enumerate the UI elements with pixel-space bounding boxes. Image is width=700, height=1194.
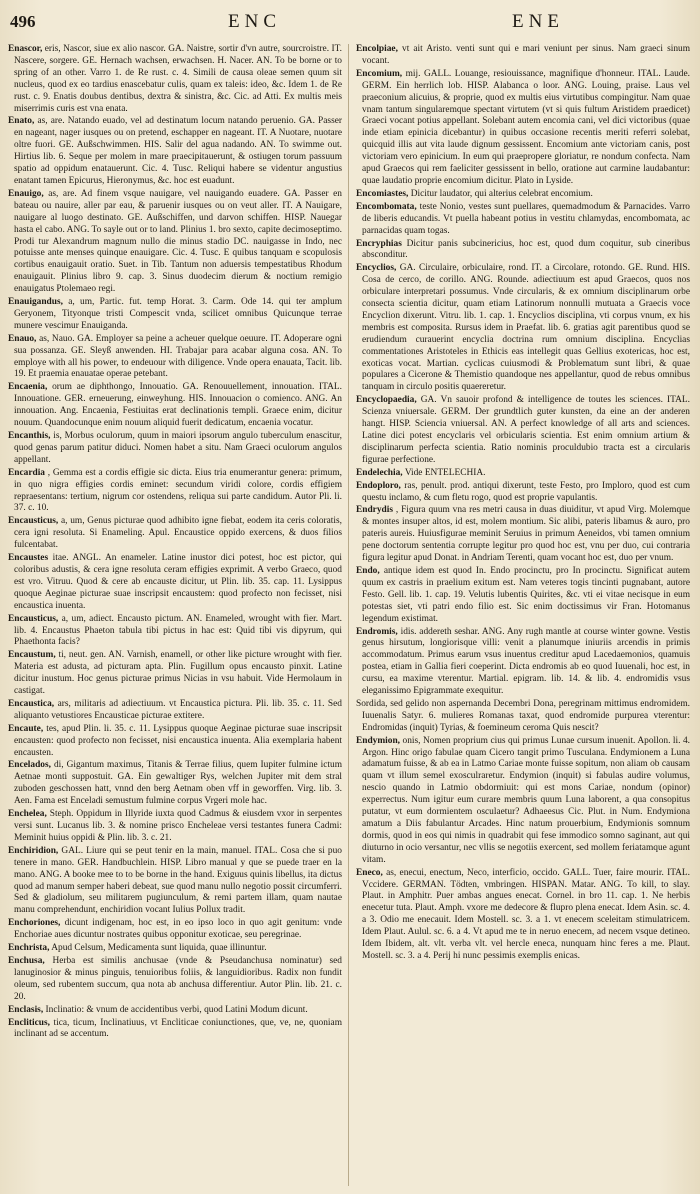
- entry-text: tes, apud Plin. li. 35. c. 11. Lysippus quoque Aeginae picturae suae inscripsit encausten: quod profecto non fecisset, nisi encaustica inuenta. Alia exemplaria habent encausten.: [14, 723, 342, 758]
- entry-text: Apud Celsum, Medicamenta sunt liquida, quae illinuntur.: [51, 943, 267, 954]
- entry-text: Dicitur panis subcinericius, hoc est, quod dum coquitur, sub cineribus absconditur.: [362, 238, 690, 261]
- dictionary-entry: [356, 505, 690, 565]
- entry-text: as, Nauo. GA. Employer sa peine a acheuer quelque oeuure. IT. Adoperare ogni sua possanza. GE. Sleyß anwenden. HI. Trabajar para acabar alguna cosa. AN. To employe with all his power, to endeuour with diligence. Vnde opera enauata, Tacit. lib. 19. Et praemia enauatae operae petebant.: [14, 333, 342, 380]
- entry-headword: Encryphias: [356, 238, 402, 249]
- dictionary-entry: [8, 943, 342, 955]
- column-divider: [348, 44, 349, 1186]
- dictionary-entry: [356, 468, 690, 480]
- entry-text: Dicitur laudator, qui alterius celebrat encomium.: [410, 188, 593, 199]
- dictionary-entry: [356, 481, 690, 505]
- entry-headword: Enchelea,: [8, 809, 47, 820]
- entry-headword: Encausticus,: [8, 613, 59, 624]
- dictionary-entry: [8, 699, 342, 723]
- entry-text: GA. Circulaire, orbiculaire, rond. IT. a Circolare, rotondo. GE. Rund. HIS. Cosa de cerco, de corillo. ANG. Rounde. adiectiuum est apud Graecos, quos nos orbiculare interpretari possumus. Vnde circularis, & ex omnium disciplinarum orbe consecta scientia dicitur, quam etiam Latinorum nonnulli mutuata a Graecis voce Encyclion dixerunt. Vitru. lib. 1. cap. 1. Encyclios disciplina, vti corpus vnum, ex his membris est composita. Rursus idem in Praefat. lib. 6. gratias agit parentibus quod se erudiendum curauerint encyclia doctrina rum omnium disciplina. Encyclias commentationes Aristoteles in Ethicis eas intellegit quas Gellius exotericas, hoc est, exoticas vocat. Martian. cyclicas cuiusmodi & Problematum sunt libri, & quae populares a Cicerone & Themistio quandoque nes appellantur, quod de rebus omnibus tanquam in circulo positis quaereretur.: [362, 263, 690, 393]
- entry-headword: Encliticus,: [8, 1017, 50, 1028]
- entry-text: as, enecui, enectum, Neco, interficio, occido. GALL. Tuer, faire mourir. ITAL. Vccidere. GERMAN. Tödten, vmbringen. HISPAN. Matar. ANG. To kill, to slay. Plaut. in Amphitr. Puer ambas angues enecat. Cornel. in bro 11. cap. 1. Ne herbis enecetur tuta. Plaut. Amph. vxore me dedecore & flupro plena enecat. Idem Asin. sc. 4. a 3. Odio me enecauit. Idem Mostell. sc. 3. a 1. vt enecem sceleitam stimulatricem. Idem Plaut. Aulul. sc. 6. a 4. Vt apud me te in neruo enecem, ad necem vsque detineo. Idem Ibidem, alt. vlt. verba vlt. vel hercle eneca, nunquam hinc feres a me. Plaut. Mostell. sc. 3. a 4. Perij hi nunc pessimis exemplis enicas.: [362, 867, 690, 961]
- running-head-left: ENC: [228, 11, 281, 32]
- entry-text: teste Nonio, vestes sunt puellares, quemadmodum & Parnacides. Varro de liberis educandis. Vt puella habeant potius in vestitu chlamydas, encombomata, ac parnacidas quam togas.: [362, 201, 690, 236]
- entry-headword: Encaenia,: [8, 382, 48, 393]
- dictionary-entry: [8, 189, 342, 296]
- entry-headword: Enclasis,: [8, 1004, 44, 1015]
- dictionary-entry: [8, 431, 342, 467]
- dictionary-entry: [356, 699, 690, 735]
- right-column: [356, 44, 690, 1186]
- dictionary-entry: [8, 1005, 342, 1017]
- entry-text: dicunt indigenam, hoc est, in eo ipso loco in quo agit genitum: vnde Enchoriae aues dicuntur nostrates quibus opponitur exoticae, seu peregrinae.: [14, 918, 342, 941]
- entry-text: GAL. Liure qui se peut tenir en la main, manuel. ITAL. Cosa che si puo tenere in mano. GER. Handbuchlein. HISP. Libro manual y que se puede traer en la mano. ANG. A booke mee to to be borne in the hand. Exiguus quinis libellus, ita dictus quod ad manum semper haberi debeat, sue quod manu nullo negotio possit circumferri. Sed & gladiolum, seu militarem pugiunculum, & remi partem illam, quam nautae manu comprehendunt, enchiridion vocant Iulius Pollux tradit.: [14, 845, 342, 916]
- dictionary-entry: [8, 846, 342, 917]
- entry-headword: Enchiridion,: [8, 845, 59, 856]
- entry-text: is, Morbus oculorum, quum in maiori ipsorum angulo tuberculum enascitur, quod genas parum patitur diduci. Nomen habet a situ. Nam Graeci oculorum angulos appellant.: [14, 431, 342, 465]
- entry-headword: Enauigandus,: [8, 297, 63, 308]
- entry-text: mij. GALL. Louange, resiouissance, magnifique d'honneur. ITAL. Laude. GERM. Ein herrlich lob. HISP. Alabanca o loor. ANG. Louing, praise. Laus vel praeconium alicuius, & proprie, quod ex multis eius virtutibus compingitur. Nam quae vnam tantum singularemque spectant virtutem (vt si quis fultum Aristidem praedicet) Graeci vocant potius appellant. Solebant autem encomia cani, vel dici victoribus (quae inde etiam epinicia dicebantur) in quibus occasione recentis meriti referri solebat, quicquid illis aut vita laude dignum gessissent. Encomium ante victoriam canis, post victoriam vero epinicium. In eum qui praepropere gloriatur, re nondum confecta. Nam apud Graecos qui rem faeliciter gessissent in bello, oratione aut carmine laudabantur: quae laudatio proprie encomium dicitur. Plato in Lyside.: [362, 68, 690, 186]
- entry-headword: Encomium,: [356, 68, 403, 79]
- entry-text: Steph. Oppidum in Illyride iuxta quod Cadmus & eiusdem vxor in serpentes versi sunt. Lucanus lib. 3. & nomine prisco Encheleae versi testantes funera Cadmi: Meminit huius oppidi & Plin. lib. 3. c. 21.: [14, 809, 342, 843]
- entry-text: orum ae diphthongo, Innouatio. GA. Renouuellement, innouation. ITAL. Innouatione. GER. erneuerung, einweyhung. HIS. Innouacion o comienco. ANG. An innouation. Ang. Encaenia, Festiuitas erat declinationis templi. Graece enim, dicitur nouum. Quandocunque enim nouum aliquid fuerit dedicatum, encaenia vocatur.: [14, 382, 342, 429]
- entry-text: ars, militaris ad adiectiuum. vt Encaustica pictura. Pli. lib. 35. c. 11. Sed aliquanto vetustiores Encausticae picturae extitere.: [14, 698, 342, 721]
- dictionary-entry: [8, 956, 342, 1004]
- entry-text: onis, Nomen proprium cius qui primus Lunae cursum inuenit. Apollon. li. 4. Argon. Hinc origo fabulae quam Cicero tangit primo Tusculana. Endymionem a Luna adamatum fuisse, & ab ea in Latmo Cariae monte fuisse sopitum, non aliam ob causam quam vt illum semel exosculraretur. Endymion (inquit) si fabulas audire volumus, nescio quando in Latmio obdormiuit: qui est mons Cariae, nondum (opinor) experrectus. Num igitur eum curare membris quum Luna laborent, a qua consopitus putatur, vt eum dormientem osculaetur? Adhaeesus Cic. Plut. in Num. Endymiona amatum a Diis fabulantur Arcades. Hinc natum prouerbium, Endymionis somnum dormis, quod in eos qui nimis in quadrabit qui fese immodico somno saginant, aut qui diuturno in ocio versantur, nec vllis se negotiis exercent, sed mollem feriatamque agunt vitam.: [362, 735, 690, 865]
- entry-headword: Endo,: [356, 565, 380, 576]
- entry-headword: Endromis,: [356, 626, 398, 637]
- entry-text: Herba est similis anchusae (vnde & Pseudanchusa nominatur) sed lanuginosior & minus pinguis, tenuioribus foliis, & languidioribus. Radix non fundit oleum, sed rubentem succum, qua nota ab anchusa differentiur. Autor Plin. lib. 21. c. 20.: [14, 955, 342, 1002]
- dictionary-entry: [8, 334, 342, 382]
- dictionary-entry: [8, 44, 342, 115]
- dictionary-entry: [356, 566, 690, 626]
- entry-headword: Endoploro,: [356, 480, 401, 491]
- page-number: 496: [10, 12, 36, 31]
- entry-text: , Gemma est a cordis effigie sic dicta. Eius tria enumerantur genera: primum, in quo nigra effigies cordis eminet: secundum viridi colore, cordis effigiem repraesentans: tertium, nigrum cor ostendens, reliqua sui parte candidum. Autor Pli. li. 37. c. 10.: [14, 467, 342, 514]
- entry-text: GA. Vn sauoir profond & intelligence de toutes les sciences. ITAL. Scienza vniuersale. GERM. Der grundtlich guter kunsten, da eine an der anderen hangt. HISP. Sciencia vniuersal. AN. A perfect knowledge of all arts and sciences. Latine dici potest encyclaris vel orbicularis scientia. Est enim omnium artium & disciplinarum perfecta scientia. Ratio nominis proculdubio tracta est a circularis figurae perfectione.: [362, 395, 690, 465]
- dictionary-entry: [356, 868, 690, 963]
- entry-text: itae. ANGL. An enameler. Latine inustor dici potest, hoc est pictor, qui coloribus adustis, & cera igne resoluta ceram effigies exprimit. A verbo Graeco, quod est vro. Vitruu. Quod & cere ab encauste dicitur, ut Plin. lib. 35. cap. 11. Lysippus quoque Aeginae picturae suae inscripsit encaustem: quod profecto non fecisset, nisi encaustica inuenta.: [14, 553, 342, 611]
- entry-headword: Encardia: [8, 467, 45, 478]
- dictionary-entry: [8, 918, 342, 942]
- entry-headword: Encaustes: [8, 553, 49, 564]
- dictionary-entry: [356, 736, 690, 867]
- dictionary-entry: [356, 69, 690, 188]
- entry-text: as, are. Ad finem vsque nauigare, vel nauigando euadere. GA. Passer en bateau ou nauire, aller par eau, & paruenir iusques ou on veut aller. IT. A Nauigare, nauigare al luogo destinato. GE. Außschiffen, und darvon schiffen. HISP. Nauegar hasta el cabo. ANG. To sayle out or to land. Plinius 1. bro sexto, capite decimoseptimo. Prodi tur Alexandrum magnum nullo die minus stadio DC. nauigasse in Indo, nec potuisse ante menses quinque enauigare. Cic. 4. Tusc. E quibus tanquam e scopulosis cortibus enauigauit oratio. Suet. in Tib. Tantum non aduersis tempestatibus Rhodum enauigauit. Plinius libro 9. cap. 3. Sinus duodecim dierum & noctium remigio enauigatus Ptolemaeo regi.: [14, 188, 342, 295]
- running-head-right: ENE: [512, 11, 564, 32]
- left-column: [8, 44, 342, 1186]
- dictionary-entry: [8, 516, 342, 552]
- dictionary-entry: [8, 760, 342, 808]
- entry-headword: Enauigo,: [8, 188, 44, 199]
- entry-text: antique idem est quod In. Endo procinctu, pro In procinctu. Significat autem quum ex castris in praelium exitum est. Nam veteres togis tincinti pugnabant, autore Festo. Gell. lib. 1. cap. 19. Velutis lubentis Quirites, &c. vti ei vitae necisque in eum potestas siet, vti patri endo filio est. Sic enim doctissimus vir Fran. Hotomanus legendum existimat.: [362, 565, 690, 624]
- entry-headword: Enauo,: [8, 333, 37, 344]
- dictionary-entry: [8, 809, 342, 845]
- dictionary-entry: [356, 202, 690, 238]
- entry-text: idis. addereth seshar. ANG. Any rugh mantle at course winter gowne. Vestis genus hirsutum, longiorisque villi: venit a planumque iniuriis arcendis in primis accommodatum. Primus earum vsus inuentus creditur apud Lacedaemonios, quamuis postea, etiam in Gallia fieri coeperint. Dicta endromis ab eo quod Iuuenali, hoc est, in cursu, ea maxime vterentur. Martial. epigram. lib. 14. & lib. 4. endromidis vsus eleganissimo Epigrammate exequitur.: [362, 626, 690, 697]
- dictionary-entry: [8, 1018, 342, 1042]
- page-header: [0, 8, 700, 38]
- dictionary-entry: [356, 189, 690, 201]
- entry-text: , Figura quum vna res metri causa in duas diuiditur, vt apud Virg. Molemque & montes insuper altos, id est, molem montium. Sic alibi, pateris libamus & auro, pro pateris aureis. Huiusfigurae meminit Seruius in primum Aeneidos, vbi tamen omnium pene doctorum sententia corrupte legitur pro quod hoc est, vnu per duo, cui contraria figura legitur apud Donat. in Andriam Terenti, quam vocant hoc est, duo per vnum.: [362, 505, 690, 564]
- entry-headword: Encelados,: [8, 760, 51, 771]
- entry-headword: Encaustum,: [8, 650, 56, 661]
- entry-text: a, um, adiect. Encausto pictum. AN. Enameled, wrought with fier. Mart. lib. 4. Encaustus Phaeton tabula tibi pictus in hac est: Quid tibi vis dipyrum, qui Phaethonta facis?: [14, 613, 342, 648]
- entry-text: ti, neut. gen. AN. Varnish, enamell, or other like picture wrought with fier. Materia est adusta, ad picturam apta. Plin. Fugillum opus encausto pinxit. Latine dicitur inustum. Hoc genus picturae primus Nicias in vsu habuit. Vide Hermolaum in castigat.: [14, 650, 342, 697]
- dictionary-entry: [8, 614, 342, 650]
- entry-text: di, Gigantum maximus, Titanis & Terrae filius, quem Iupiter fulmine ictum Aetnae monti suppostuit. GA. Ein gewaltiger Rys, welchen Jupiter mit dem stral zuboden geschossen hatt, vnnd den berg Aetnam oben vff in geworffen. Virg. lib. 3. Aen. Fama est Enceladi semustum fulmine corpus Vrgeri mole hac.: [14, 760, 342, 807]
- entry-headword: Enato,: [8, 116, 35, 127]
- entry-text: ras, penult. prod. antiqui dixerunt, teste Festo, pro Imploro, quod est cum questu inclamo, & cum fletu rogo, quod est proprie vapulantis.: [362, 480, 690, 503]
- dictionary-entry: [356, 239, 690, 263]
- entry-headword: Encaustica,: [8, 698, 55, 709]
- entry-text: a, um, Partic. fut. temp Horat. 3. Carm. Ode 14. qui ter amplum Geryonem, Tityonque tristi Compescit vnda, scilicet omnibus Quicunque terrae munere vescimur Enauiganda.: [14, 297, 342, 331]
- dictionary-entry: [8, 297, 342, 333]
- entry-headword: Endymion,: [356, 735, 401, 746]
- entry-headword: Enchrista,: [8, 943, 50, 954]
- entry-text: eris, Nascor, siue ex alio nascor. GA. Naistre, sortir d'vn autre, sourcroistre. IT. Nascere, sorgere. GE. Hernach wachsen, erwachsen. H. Nacer. AN. To be borne or to spring of an other. Varro 1. de Re rust. c. 4. Simili de causa oleae semen quum sit nucleus, quod ex eo tardius enascebatur culis, quam ex taleis: ideo, &c. Idem 1. de Re rust. c. 9. Enatis doubus dentibus, dextra & sinistra, &c. Cic. ad Atti. Ex multis meis miserrimis curis est vna enata.: [14, 44, 342, 114]
- dictionary-entry: [356, 395, 690, 466]
- entry-text: Sordida, sed gelido non aspernanda Decembri Dona, peregrinam mittimus endromidem. Iuuenalis Satyr. 6. mulieres Romanas taxat, quod endromide purpurea vterentur: Endromidas (inquit) Tyrias, & foemineum ceroma Quis nescit?: [356, 698, 690, 733]
- dictionary-entry: [8, 553, 342, 613]
- dictionary-entry: [8, 468, 342, 516]
- dictionary-entry: [8, 724, 342, 760]
- dictionary-entry: [356, 627, 690, 698]
- entry-text: as, are. Natando euado, vel ad destinatum locum natando peruenio. GA. Passer en nageant, nager iusques ou on pretend, eschapper en nageant. IT. A Nuotare, nuotare oltre fuori. GE. Außschwimmen. HIS. Salir del agua nadando. AN. To swimme out. Hirtius lib. 6. Seque per molem in mare praecipitauerunt, & ostiugen torum passuum spatio ad oppidum enatauerunt. Cic. 4. Tusc. Reliqui habere se videntur angustius enatant tamen Epicurus, Hieronymus, &c. hoc est euadunt.: [14, 116, 342, 186]
- entry-text: a, um, Genus picturae quod adhibito igne fiebat, eodem ita ceris coloratis, cera igni resoluta. Si Enameling. Apul. Encaustice oppido exercens, & duos filios fulcentabat.: [14, 516, 342, 551]
- entry-text: Inclinatio: & vnum de accidentibus verbi, quod Latini Modum dicunt.: [45, 1004, 308, 1015]
- entry-text: Vide ENTELECHIA.: [404, 467, 486, 478]
- entry-headword: Encomiastes,: [356, 188, 409, 199]
- entry-headword: Eneco,: [356, 867, 383, 878]
- entry-headword: Encanthis,: [8, 431, 51, 441]
- entry-headword: Endrydis: [356, 505, 393, 516]
- dictionary-entry: [356, 263, 690, 394]
- entry-text: tica, ticum, Inclinatiuus, vt Encliticae coniunctiones, que, ve, ne, quoniam inclinant ad se accentum.: [14, 1017, 342, 1040]
- entry-headword: Enchusa,: [8, 955, 45, 966]
- entry-headword: Encaute,: [8, 723, 44, 734]
- entry-headword: Enascor,: [8, 44, 43, 54]
- entry-headword: Encyclios,: [356, 263, 397, 274]
- entry-headword: Encolpiae,: [356, 44, 398, 54]
- dictionary-entry: [356, 44, 690, 68]
- dictionary-entry: [8, 382, 342, 430]
- entry-headword: Encyclopaedia,: [356, 395, 417, 406]
- entry-headword: Endelechia,: [356, 467, 403, 478]
- entry-headword: Encausticus,: [8, 516, 59, 527]
- entry-text: vt ait Aristo. venti sunt qui e mari veniunt per sinus. Nam graeci sinum vocant.: [362, 44, 690, 66]
- entry-headword: Enchoriones,: [8, 918, 61, 929]
- dictionary-entry: [8, 650, 342, 698]
- entry-headword: Encombomata,: [356, 201, 417, 212]
- dictionary-entry: [8, 116, 342, 187]
